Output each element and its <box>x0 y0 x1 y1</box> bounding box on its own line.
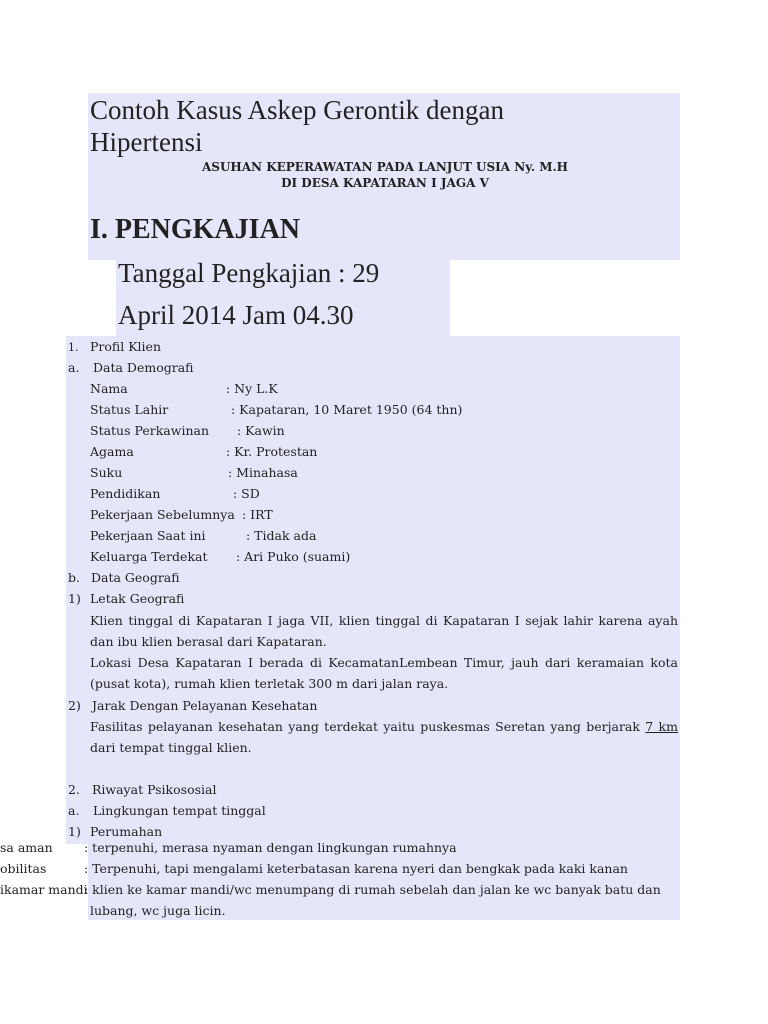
row-label: obilitas <box>0 861 47 876</box>
field-label: Keluarga Terdekat <box>90 549 208 564</box>
field-label: Status Perkawinan <box>90 423 210 438</box>
field-label: Nama <box>90 381 128 396</box>
list-number: 2) <box>68 698 81 713</box>
field-value: : Kr. Protestan <box>226 444 318 459</box>
field-value: : Ari Puko (suami) <box>236 549 351 564</box>
jarak-text-before: Fasilitas pelayanan kesehatan yang terdekat yaitu puskesmas Seretan yang berjarak <box>90 719 646 734</box>
field-value: : IRT <box>242 507 273 522</box>
page-title-line1: Contoh Kasus Askep Gerontik dengan <box>90 95 504 125</box>
date-line2: April 2014 Jam 04.30 <box>118 300 354 330</box>
row-value: : Terpenuhi, tapi mengalami keterbatasan karena nyeri dan bengkak pada kaki kanan <box>84 861 628 876</box>
page-title-line2: Hipertensi <box>90 127 203 157</box>
jarak-text-after: dari tempat tinggal klien. <box>90 740 252 755</box>
list-number: 1. <box>68 341 79 354</box>
perumahan-label: Perumahan <box>90 824 163 839</box>
section-heading: I. PENGKAJIAN <box>90 214 301 245</box>
date-line1: Tanggal Pengkajian : 29 <box>118 258 380 288</box>
list-number: 1) <box>68 591 81 606</box>
jarak-label: Jarak Dengan Pelayanan Kesehatan <box>92 698 318 713</box>
row-label: ikamar mandi <box>0 882 88 897</box>
demografi-label: Data Demografi <box>93 360 194 375</box>
row-value: : terpenuhi, merasa nyaman dengan lingkungan rumahnya <box>84 840 457 855</box>
letak-paragraph-2: Lokasi Desa Kapataran I berada di KecamatanLembean Timur, jauh dari keramaian kota (pusat kota), rumah klien terletak 300 m dari jalan raya. <box>90 655 678 691</box>
field-value: : Tidak ada <box>246 528 317 543</box>
field-label: Agama <box>90 444 134 459</box>
row-value: : klien ke kamar mandi/wc menumpang di rumah sebelah dan jalan ke wc banyak batu dan <box>84 882 661 897</box>
lingkungan-label: Lingkungan tempat tinggal <box>93 803 266 818</box>
list-letter: a. <box>68 360 80 375</box>
field-label: Pekerjaan Saat ini <box>90 528 206 543</box>
jarak-paragraph <box>90 716 678 758</box>
list-letter: a. <box>68 803 80 818</box>
field-label: Suku <box>90 465 123 480</box>
letak-label: Letak Geografi <box>90 591 185 606</box>
list-letter: b. <box>68 570 80 585</box>
distance-value: 7 km <box>645 719 678 734</box>
letak-paragraph-1: Klien tinggal di Kapataran I jaga VII, klien tinggal di Kapataran I sejak lahir karena ayah dan ibu klien berasal dari Kapataran. <box>90 613 678 649</box>
field-value: : Kapataran, 10 Maret 1950 (64 thn) <box>231 402 463 417</box>
row-label: sa aman <box>0 840 53 855</box>
field-label: Status Lahir <box>90 402 169 417</box>
field-label: Pendidikan <box>90 486 161 501</box>
subtitle-line2: DI DESA KAPATARAN I JAGA V <box>281 176 489 190</box>
field-value: : Minahasa <box>228 465 298 480</box>
subtitle-line1: ASUHAN KEPERAWATAN PADA LANJUT USIA Ny. M.H <box>201 160 569 174</box>
field-value: : Kawin <box>237 423 285 438</box>
list-number: 2. <box>68 782 80 797</box>
field-value: : Ny L.K <box>226 381 278 396</box>
field-label: Pekerjaan Sebelumnya <box>90 507 235 522</box>
field-value: : SD <box>233 486 260 501</box>
list-number: 1) <box>68 824 81 839</box>
last-line: lubang, wc juga licin. <box>90 903 226 918</box>
geografi-label: Data Geografi <box>91 570 180 585</box>
riwayat-label: Riwayat Psikososial <box>92 782 217 797</box>
profil-label: Profil Klien <box>90 339 162 354</box>
